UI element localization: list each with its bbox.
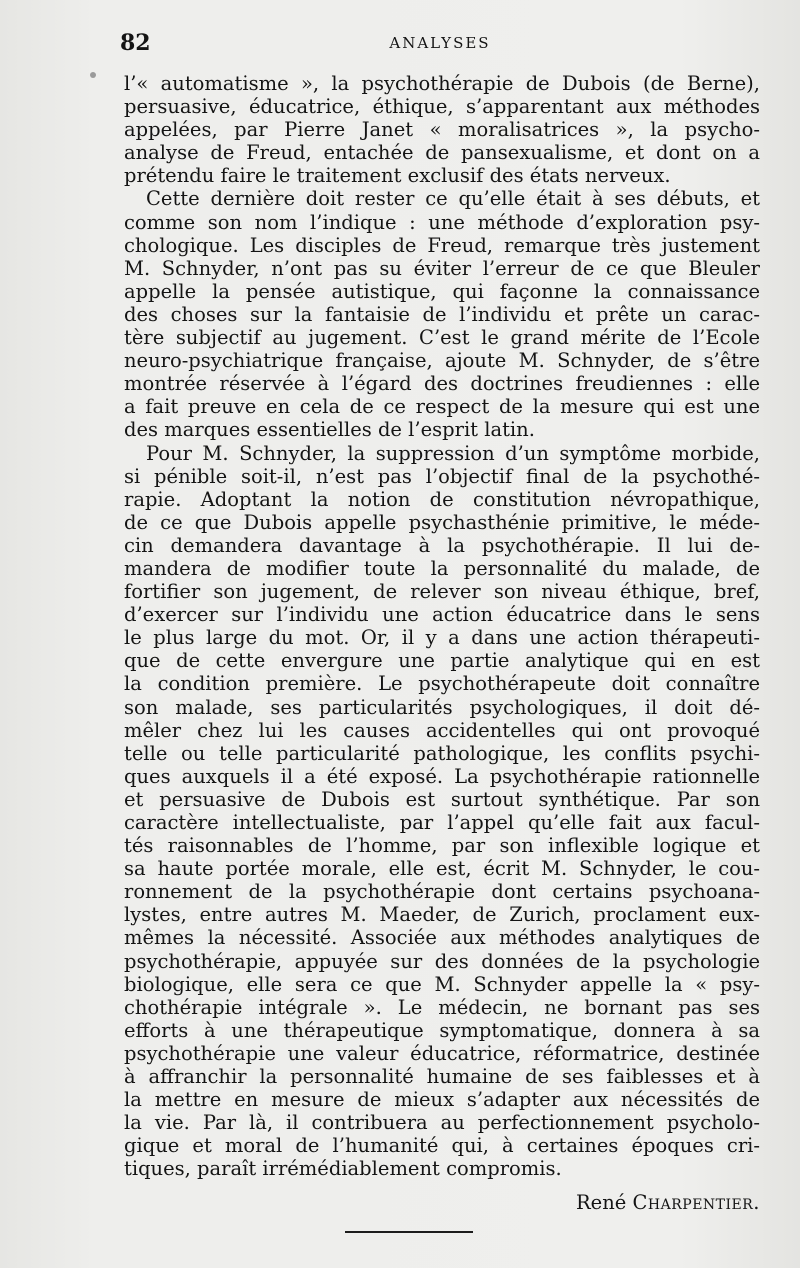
text-line: cin demandera davantage à la psychothérapie. Il lui de- [124,533,760,557]
text-line: ques auxquels il a été exposé. La psychothérapie rationnelle [124,764,760,788]
text-line: son malade, ses particularités psychologiques, il doit dé- [124,695,760,719]
text-line: tère subjectif au jugement. C’est le grand mérite de l’Ecole [124,326,760,350]
text-line: appelle la pensée autistique, qui façonne la connaissance [124,279,760,303]
text-line: caractère intellectualiste, par l’appel qu’elle fait aux facul- [124,811,760,834]
text-line: sa haute portée morale, elle est, écrit M. Schnyder, le cou- [124,857,760,881]
text-line: gique et moral de l’humanité qui, à certaines époques cri- [124,1134,760,1158]
text-line: si pénible soit-il, n’est pas l’objectif final de la psychothé- [124,464,760,488]
text-line: biologique, elle sera ce que M. Schnyder appelle la « psy- [124,972,760,996]
text-line: Cette dernière doit rester ce qu’elle était à ses débuts, et [146,187,760,211]
text-line: tés raisonnables de l’homme, par son inflexible logique et [124,834,760,858]
text-line: psychothérapie une valeur éducatrice, réformatrice, destinée [124,1041,760,1065]
text-line: M. Schnyder, n’ont pas su éviter l’erreur de ce que Bleuler [124,256,760,280]
text-line: rapie. Adoptant la notion de constitution névropathique, [124,487,760,511]
text-line: la condition première. Le psychothérapeute doit connaître [124,672,760,696]
text-line: neuro-psychiatrique française, ajoute M. Schnyder, de s’être [124,349,760,373]
author-first-name: René [575,1191,627,1214]
margin-spot-mark [90,72,96,78]
text-line: mêmes la nécessité. Associée aux méthodes analytiques de [124,926,760,950]
text-line: Pour M. Schnyder, la suppression d’un symptôme morbide, [146,441,760,465]
text-line: prétendu faire le traitement exclusif des états nerveux. [124,164,671,188]
text-line: d’exercer sur l’individu une action éducatrice dans le sens [124,603,760,627]
text-line: de ce que Dubois appelle psychasthénie primitive, le méde- [124,510,760,534]
author-signature [576,1191,760,1214]
text-line: chologique. Les disciples de Freud, remarque très justement [124,233,760,257]
page-number: 82 [120,30,151,56]
text-line: et persuasive de Dubois est surtout synthétique. Par son [124,787,760,811]
text-line: efforts à une thérapeutique symptomatique, donnera à sa [124,1018,760,1042]
text-line: à affranchir la personnalité humaine de ses faiblesses et à [124,1065,760,1089]
text-line: fortifier son jugement, de relever son niveau éthique, bref, [124,580,760,604]
text-line: des marques essentielles de l’esprit latin. [124,418,535,442]
text-line: tiques, paraît irrémédiablement compromis. [124,1157,562,1181]
text-line: chothérapie intégrale ». Le médecin, ne bornant pas ses [124,995,760,1019]
text-line: telle ou telle particularité pathologique, les conflits psychi- [124,741,760,765]
text-line: lystes, entre autres M. Maeder, de Zurich, proclament eux- [124,903,760,927]
text-line: psychothérapie, appuyée sur des données de la psychologie [124,949,760,973]
author-last-name: Charpentier. [632,1191,760,1214]
text-line: mêler chez lui les causes accidentelles qui ont provoqué [124,718,760,742]
text-line: la vie. Par là, il contribuera au perfectionnement psycholo- [124,1111,760,1135]
text-line: a fait preuve en cela de ce respect de la mesure qui est une [124,395,760,419]
text-line: persuasive, éducatrice, éthique, s’apparentant aux méthodes [124,95,760,119]
text-line: mandera de modifier toute la personnalité du malade, de [124,556,760,580]
text-line: montrée réservée à l’égard des doctrines freudiennes : elle [124,372,760,396]
text-line: appelées, par Pierre Janet « moralisatrices », la psycho- [124,118,760,142]
text-line: comme son nom l’indique : une méthode d’exploration psy- [124,210,760,234]
text-line: des choses sur la fantaisie de l’individu et prête un carac- [124,302,760,326]
text-line: le plus large du mot. Or, il y a dans une action thérapeuti- [124,626,760,650]
article-body [124,72,760,1181]
text-line: l’« automatisme », la psychothérapie de Dubois (de Berne), [124,72,760,95]
end-rule [345,1231,473,1233]
text-line: ronnement de la psychothérapie dont certains psychoana- [124,880,760,904]
text-line: la mettre en mesure de mieux s’adapter aux nécessités de [124,1088,760,1112]
text-line: que de cette envergure une partie analytique qui en est [124,649,760,673]
text-line: analyse de Freud, entachée de pansexualisme, et dont on a [124,141,760,165]
page-header [120,30,760,60]
running-title: ANALYSES [389,34,491,52]
